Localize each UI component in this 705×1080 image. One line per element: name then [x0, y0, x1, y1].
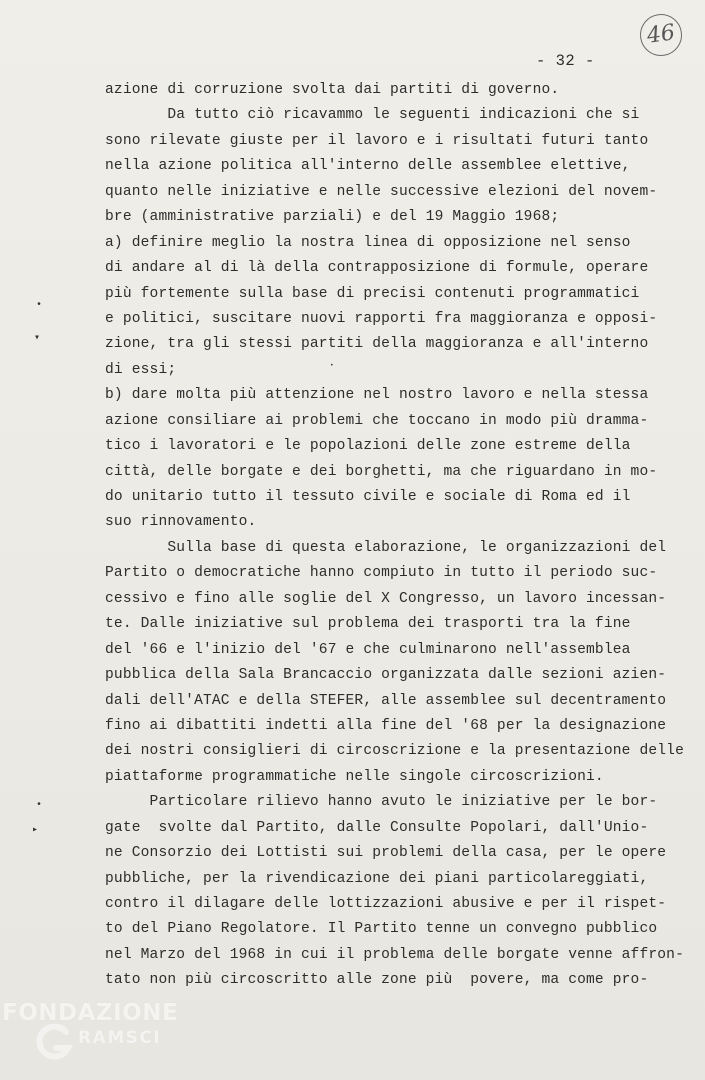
- margin-mark: •: [330, 362, 334, 369]
- watermark-subtitle: RAMSCI: [78, 1028, 162, 1048]
- text-line: to del Piano Regolatore. Il Partito tenne un convegno pubblico: [105, 921, 658, 938]
- text-line: fino ai dibattiti indetti alla fine del '68 per la designazione: [105, 717, 667, 734]
- text-line: contro il dilagare delle lottizzazioni abusive e per il rispet-: [105, 896, 667, 912]
- text-line: sono rilevate giuste per il lavoro e i risultati futuri tanto: [105, 132, 649, 149]
- document-body: [105, 78, 684, 994]
- text-line: di essi;: [105, 361, 177, 378]
- text-line: Partito o democratiche hanno compiuto in tutto il periodo suc-: [105, 565, 658, 582]
- text-line: ne Consorzio dei Lottisti sui problemi della casa, per le opere: [105, 845, 667, 862]
- text-line: bre (amministrative parziali) e del 19 Maggio 1968;: [105, 209, 560, 226]
- text-line: piattaforme programmatiche nelle singole circoscrizioni.: [105, 768, 604, 785]
- text-line: quanto nelle iniziative e nelle successive elezioni del novem-: [105, 183, 658, 200]
- text-line: do unitario tutto il tessuto civile e sociale di Roma ed il: [105, 489, 631, 505]
- text-line: azione di corruzione svolta dai partiti di governo.: [105, 82, 560, 98]
- text-line: zione, tra gli stessi partiti della maggioranza e all'interno: [105, 336, 649, 353]
- text-line: tico i lavoratori e le popolazioni delle zone estreme della: [105, 438, 631, 455]
- text-line: Da tutto ciò ricavammo le seguenti indicazioni che si: [105, 107, 640, 124]
- text-line: azione consiliare ai problemi che toccano in modo più dramma-: [105, 412, 649, 429]
- watermark-title: FONDAZIONE: [2, 1000, 179, 1026]
- text-line: pubbliche, per la rivendicazione dei piani particolareggiati,: [105, 870, 649, 887]
- archive-page-number-stamp: 46: [637, 11, 684, 58]
- text-line: Sulla base di questa elaborazione, le organizzazioni del: [105, 539, 667, 556]
- text-line: cessivo e fino alle soglie del X Congresso, un lavoro incessan-: [105, 590, 667, 607]
- text-line: e politici, suscitare nuovi rapporti fra maggioranza e opposi-: [105, 310, 658, 327]
- gramsci-logo-icon: [32, 1020, 76, 1064]
- watermark-suffix: onlus: [150, 1054, 172, 1063]
- text-line: pubblica della Sala Brancaccio organizzata dalle sezioni azien-: [105, 667, 667, 684]
- text-line: Particolare rilievo hanno avuto le iniziative per le bor-: [105, 794, 658, 811]
- text-line: gate svolte dal Partito, dalle Consulte Popolari, dall'Unio-: [105, 819, 649, 836]
- margin-mark: •: [36, 300, 43, 311]
- margin-mark: ▾: [34, 333, 41, 344]
- text-line: nella azione politica all'interno delle assemblee elettive,: [105, 158, 631, 175]
- fondazione-gramsci-watermark: [2, 998, 202, 1078]
- text-line: del '66 e l'inizio del '67 e che culminarono nell'assemblea: [105, 641, 631, 658]
- text-line: di andare al di là della contrapposizione di formule, operare: [105, 260, 649, 277]
- text-line: dali dell'ATAC e della STEFER, alle assemblee sul decentramento: [105, 692, 667, 709]
- text-line: a) definire meglio la nostra linea di opposizione nel senso: [105, 234, 631, 251]
- margin-mark: •: [36, 800, 43, 811]
- text-line: te. Dalle iniziative sul problema dei trasporti tra la fine: [105, 616, 631, 633]
- text-line: città, delle borgate e dei borghetti, ma che riguardano in mo-: [105, 463, 658, 480]
- text-line: nel Marzo del 1968 in cui il problema delle borgate venne affron-: [105, 946, 684, 963]
- text-line: dei nostri consiglieri di circoscrizione e la presentazione delle: [105, 743, 684, 760]
- text-line: tato non più circoscritto alle zone più povere, ma come pro-: [105, 972, 649, 989]
- margin-mark: ▸: [32, 825, 39, 836]
- text-line: b) dare molta più attenzione nel nostro lavoro e nella stessa: [105, 387, 649, 404]
- text-line: più fortemente sulla base di precisi contenuti programmatici: [105, 285, 640, 302]
- text-line: suo rinnovamento.: [105, 514, 257, 531]
- page-number: - 32 -: [536, 52, 595, 70]
